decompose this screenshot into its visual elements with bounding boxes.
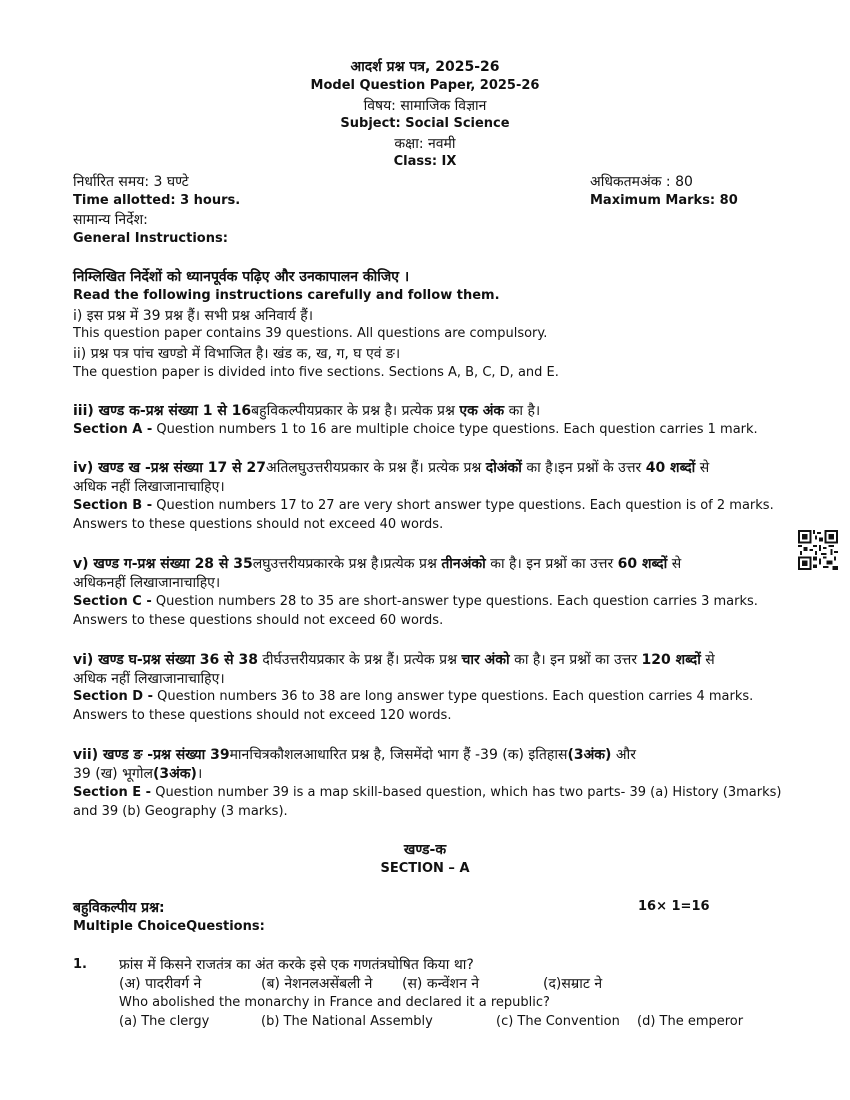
- subject-english: Subject: Social Science: [340, 116, 510, 131]
- instruction-iv-hindi-end: से: [695, 460, 710, 476]
- instruction-vi-hindi-bold2: 120 शब्दों: [641, 652, 701, 668]
- instruction-vii-hindi-line2: [73, 764, 202, 783]
- instruction-vii-hindi-end: और: [611, 747, 636, 763]
- section-a-heading-english: SECTION – A: [380, 861, 470, 876]
- instruction-v-hindi-text2: का है। इन प्रश्नों का उत्तर: [485, 556, 618, 572]
- instruction-v-hindi-end: से: [667, 556, 682, 572]
- qr-code-icon: [798, 530, 838, 570]
- section-a-marks: 16× 1=16: [638, 899, 710, 914]
- instruction-vii-hindi-line2-end: ।: [196, 766, 203, 782]
- time-hindi: निर्धारित समय: 3 घण्टे: [73, 174, 189, 190]
- instruction-iv-hindi: [73, 458, 709, 477]
- instruction-vi-english-text: Question numbers 36 to 38 are long answer type questions. Each question carries 4 marks.: [152, 689, 754, 704]
- instruction-i-english: This question paper contains 39 questions. All questions are compulsory.: [73, 326, 548, 341]
- instruction-vii-hindi-bold: (3अंक): [567, 747, 612, 763]
- option-d-english: (d) The emperor: [637, 1014, 744, 1029]
- instruction-vii-hindi-line2-bold: (3अंक): [152, 766, 197, 782]
- instruction-v-english-text: Question numbers 28 to 35 are short-answer type questions. Each question carries 3 marks.: [151, 594, 758, 609]
- instruction-vi-hindi-label: vi) खण्ड घ-प्रश्न संख्या 36 से 38: [73, 652, 258, 668]
- instruction-vi-hindi-text: दीर्घउत्तरीयप्रकार के प्रश्न हैं। प्रत्येक प्रश्न: [257, 652, 462, 668]
- option-b-hindi: (ब) नेशनलअसेंबली ने: [261, 976, 373, 992]
- title-hindi: आदर्श प्रश्न पत्र, 2025-26: [350, 59, 500, 75]
- instruction-iii-english-text: Question numbers 1 to 16 are multiple choice type questions. Each question carries 1 mark.: [152, 422, 758, 437]
- intro-hindi: निम्लिखित निर्देशों को ध्यानपूर्वक पढ़िए और उनकापालन कीजिए ।: [73, 269, 410, 285]
- instruction-vii-english: [73, 785, 781, 800]
- instruction-vi-english-line2: Answers to these questions should not exceed 120 words.: [73, 708, 452, 723]
- instruction-iii-hindi-label: iii) खण्ड क-प्रश्न संख्या 1 से 16: [73, 403, 252, 419]
- section-b-label: Section B -: [73, 498, 153, 513]
- instruction-v-english: [73, 594, 758, 609]
- question-number: 1.: [73, 957, 87, 972]
- option-a-hindi: (अ) पादरीवर्ग ने: [119, 976, 202, 992]
- instruction-vi-hindi-line2: अधिक नहीं लिखाजानाचाहिए।: [73, 671, 225, 687]
- instruction-iv-english: [73, 498, 774, 513]
- question-text-hindi: फ्रांस में किसने राजतंत्र का अंत करके इसे एक गणतंत्रघोषित किया था?: [119, 957, 474, 973]
- instruction-ii-hindi: ii) प्रश्न पत्र पांच खण्डो में विभाजित है। खंड क, ख, ग, घ एवं ङ।: [73, 346, 401, 362]
- general-instructions-hindi: सामान्य निर्देश:: [73, 212, 148, 228]
- instruction-iv-english-line2: Answers to these questions should not exceed 40 words.: [73, 517, 444, 532]
- instruction-iv-hindi-text2: का है।इन प्रश्नों के उत्तर: [521, 460, 646, 476]
- instruction-i-hindi: i) इस प्रश्न में 39 प्रश्न हैं। सभी प्रश्न अनिवार्य हैं।: [73, 308, 314, 324]
- instruction-iii-hindi-text: बहुविकल्पीयप्रकार के प्रश्न है। प्रत्येक प्रश्न: [251, 403, 460, 419]
- instruction-iv-hindi-line2: अधिक नहीं लिखाजानाचाहिए।: [73, 479, 225, 495]
- instruction-iv-english-text: Question numbers 17 to 27 are very short answer type questions. Each question is of 2 marks.: [152, 498, 774, 513]
- instruction-v-hindi: [73, 554, 681, 573]
- instruction-iv-hindi-bold: दोअंकों: [485, 460, 522, 476]
- instruction-vii-hindi: [73, 745, 636, 764]
- instruction-v-hindi-bold2: 60 शब्दों: [617, 556, 668, 572]
- instruction-v-hindi-line2: अधिकनहीं लिखाजानाचाहिए।: [73, 575, 221, 591]
- instruction-vii-hindi-text: मानचित्रकौशलआधारित प्रश्न है, जिसमेंदो भाग हैं -39 (क) इतिहास: [229, 747, 568, 763]
- marks-english: Maximum Marks: 80: [590, 193, 738, 208]
- instruction-ii-english: The question paper is divided into five sections. Sections A, B, C, D, and E.: [73, 365, 559, 380]
- time-english: Time allotted: 3 hours.: [73, 193, 241, 208]
- instruction-vii-hindi-line2-text: 39 (ख) भूगोल: [73, 766, 153, 782]
- option-c-english: (c) The Convention: [496, 1014, 620, 1029]
- instruction-iv-hindi-label: iv) खण्ड ख -प्रश्न संख्या 17 से 27: [73, 460, 266, 476]
- option-a-english: (a) The clergy: [119, 1014, 210, 1029]
- instruction-vi-hindi-bold: चार अंको: [461, 652, 510, 668]
- class-hindi: कक्षा: नवमी: [394, 136, 456, 152]
- section-a-label: Section A -: [73, 422, 153, 437]
- instruction-v-hindi-label: v) खण्ड ग-प्रश्न संख्या 28 से 35: [73, 556, 253, 572]
- general-instructions-english: General Instructions:: [73, 231, 228, 246]
- instruction-vii-english-text: Question number 39 is a map skill-based question, which has two parts- 39 (a) History (3marks): [151, 785, 782, 800]
- option-c-hindi: (स) कन्वेंशन ने: [402, 976, 480, 992]
- instruction-iii-hindi-bold: एक अंक: [459, 403, 505, 419]
- mcq-heading-hindi: बहुविकल्पीय प्रश्न:: [73, 900, 165, 916]
- instruction-vii-hindi-label: vii) खण्ड ङ -प्रश्न संख्या 39: [73, 747, 230, 763]
- section-c-label: Section C -: [73, 594, 152, 609]
- title-english: Model Question Paper, 2025-26: [310, 78, 540, 93]
- instruction-iii-english: [73, 422, 758, 437]
- instruction-vi-hindi: [73, 650, 715, 669]
- instruction-iii-hindi: [73, 401, 540, 420]
- option-b-english: (b) The National Assembly: [261, 1014, 433, 1029]
- marks-hindi: अधिकतमअंक : 80: [590, 174, 693, 190]
- class-english: Class: IX: [393, 154, 457, 169]
- instruction-iv-hindi-text: अतिलघुउत्तरीयप्रकार के प्रश्न हैं। प्रत्येक प्रश्न: [266, 460, 486, 476]
- section-d-label: Section D -: [73, 689, 153, 704]
- instruction-v-english-line2: Answers to these questions should not exceed 60 words.: [73, 613, 444, 628]
- instruction-vii-english-line2: and 39 (b) Geography (3 marks).: [73, 804, 288, 819]
- option-d-hindi: (द)सम्राट ने: [543, 976, 603, 992]
- instruction-iii-hindi-end: का है।: [504, 403, 541, 419]
- section-a-heading-hindi: खण्ड-क: [403, 842, 447, 858]
- instruction-vi-hindi-end: से: [700, 652, 715, 668]
- instruction-vi-hindi-text2: का है। इन प्रश्नों का उत्तर: [509, 652, 642, 668]
- intro-english: Read the following instructions carefully and follow them.: [73, 288, 500, 303]
- subject-hindi: विषय: सामाजिक विज्ञान: [363, 98, 487, 114]
- instruction-v-hindi-bold: तीनअंको: [441, 556, 486, 572]
- instruction-v-hindi-text: लघुउत्तरीयप्रकारके प्रश्न है।प्रत्येक प्रश्न: [252, 556, 442, 572]
- instruction-vi-english: [73, 689, 753, 704]
- section-e-label: Section E -: [73, 785, 152, 800]
- question-text-english: Who abolished the monarchy in France and declared it a republic?: [119, 995, 550, 1010]
- mcq-heading-english: Multiple ChoiceQuestions:: [73, 919, 265, 934]
- instruction-iv-hindi-bold2: 40 शब्दों: [645, 460, 696, 476]
